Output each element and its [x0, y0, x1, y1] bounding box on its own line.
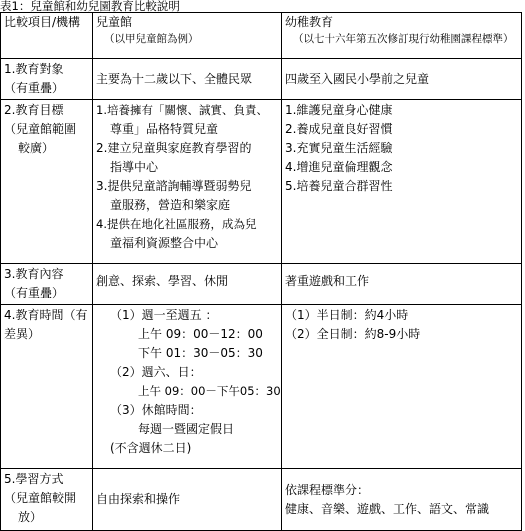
row-label-line: （兒童館較開: [4, 491, 77, 505]
cell-line: 上午 09：00－12：00: [138, 327, 263, 341]
comparison-table: [0, 12, 522, 531]
cell-line: (不含週休二日): [110, 441, 192, 455]
row-label-line: 較廣）: [18, 141, 55, 155]
cell-line: 4.增進兒童倫理觀念: [285, 160, 393, 174]
row-label-line: （有重疊）: [4, 286, 65, 300]
cell-line: 2.養成兒童良好習慣: [285, 122, 393, 136]
row-label: [1, 100, 93, 264]
children-center-cell: [93, 305, 282, 469]
cell-line: 健康、音樂、遊戲、工作、語文、常識: [285, 501, 490, 516]
header-kindergarten-title: 幼稚教育: [285, 15, 334, 29]
cell-line: 2.建立兒童與家庭教育學習的: [96, 141, 252, 155]
cell-line: 童福利資源整合中心: [110, 236, 219, 250]
cell-line: 3.提供兒童諮詢輔導暨弱勢兒: [96, 179, 252, 193]
cell-line: 1.維護兒童身心健康: [285, 103, 393, 117]
cell-line: （1）週一至週五 ：: [110, 308, 218, 322]
row-label-line: 差異）: [4, 327, 41, 341]
cell-line: 童服務，營造和樂家庭: [110, 198, 231, 212]
children-center-cell: [93, 469, 282, 531]
cell-line: 主要為十二歲以下、全體民眾: [96, 71, 253, 86]
table-row: [1, 469, 522, 531]
header-children-center-sub: （以甲兒童館為例）: [104, 33, 199, 45]
cell-line: 四歲至入國民小學前之兒童: [285, 71, 430, 86]
row-label: [1, 264, 93, 305]
row-label-line: 4.教育時間（有: [4, 308, 88, 322]
table-caption: 表1：兒童館和幼兒園教育比較說明: [0, 0, 180, 13]
children-center-cell: [93, 100, 282, 264]
cell-line: （3）休館時間：: [110, 403, 202, 417]
header-children-center: [93, 13, 282, 59]
row-label: [1, 305, 93, 469]
row-label-line: 5.學習方式: [4, 472, 64, 486]
cell-line: 5.培養兒童合群習性: [285, 179, 393, 193]
kindergarten-cell: [282, 59, 522, 100]
kindergarten-cell: [282, 305, 522, 469]
kindergarten-cell: [282, 469, 522, 531]
cell-line: 自由探索和操作: [96, 492, 181, 506]
row-label-line: （有重疊）: [4, 81, 65, 95]
cell-line: 上午 09：00－下午05：30: [138, 384, 281, 398]
cell-line: 尊重」品格特質兒童: [110, 122, 219, 136]
cell-line: （2）週六、日：: [110, 365, 202, 379]
row-label: [1, 469, 93, 531]
header-kindergarten-sub: （以七十六年第五次修訂現行幼稚園課程標準）: [293, 33, 514, 45]
row-label-line: 1.教育對象: [4, 62, 64, 76]
row-label-line: 2.教育目標: [4, 103, 64, 117]
header-item: [1, 13, 93, 59]
table-row: [1, 264, 522, 305]
cell-line: 指導中心: [110, 160, 159, 174]
table-row: [1, 305, 522, 469]
row-label: [1, 59, 93, 100]
cell-line: （1）半日制：約4小時: [285, 308, 409, 322]
cell-line: 4.提供在地化社區服務，成為兒: [96, 217, 257, 231]
header-kindergarten: [282, 13, 522, 59]
cell-line: 著重遊戲和工作: [285, 274, 370, 288]
cell-line: （2）全日制：約8-9小時: [285, 327, 421, 341]
cell-line: 每週一暨國定假日: [138, 422, 235, 436]
cell-line: 3.充實兒童生活經驗: [285, 141, 393, 155]
cell-line: 依課程標準分：: [285, 482, 370, 497]
table-row: [1, 100, 522, 264]
cell-line: 下午 01：30－05：30: [138, 346, 263, 360]
cell-line: 創意、探索、學習、休閒: [96, 274, 229, 288]
table-row: [1, 59, 522, 100]
children-center-cell: [93, 59, 282, 100]
cell-line: 1.培養擁有「關懷、誠實、負責、: [96, 103, 268, 117]
kindergarten-cell: [282, 100, 522, 264]
header-item-label: 比較項目/機構: [4, 15, 81, 29]
row-label-line: 放）: [18, 510, 43, 524]
kindergarten-cell: [282, 264, 522, 305]
row-label-line: （兒童館範圍: [4, 122, 77, 136]
children-center-cell: [93, 264, 282, 305]
header-row: [1, 13, 522, 59]
row-label-line: 3.教育內容: [4, 267, 64, 281]
header-children-center-title: 兒童館: [96, 15, 133, 29]
